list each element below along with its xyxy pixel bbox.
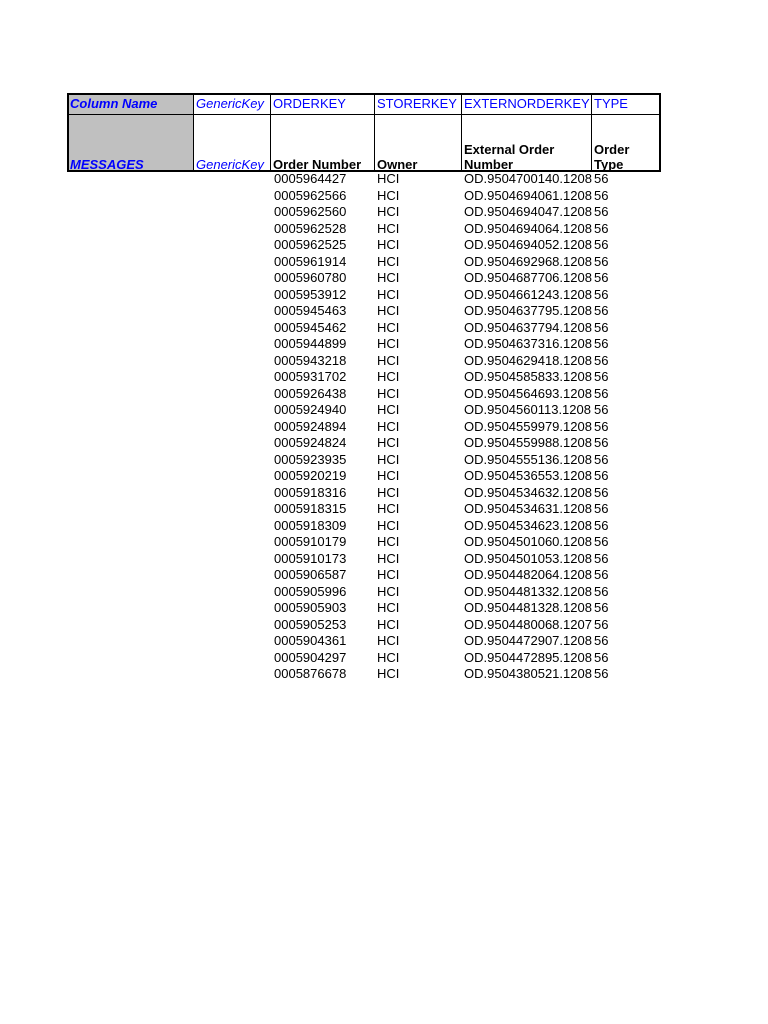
external-order-cell: OD.9504380521.1208: [464, 666, 592, 681]
owner-cell: HCI: [377, 319, 400, 335]
table-row: [67, 288, 661, 305]
owner-cell: HCI: [377, 402, 400, 417]
header-owner: [374, 115, 461, 172]
order-number-cell: 0005945463: [274, 303, 347, 318]
external-order-cell: OD.9504637795.1208: [464, 303, 592, 318]
table-row: [67, 238, 661, 255]
order-type-cell: 56: [594, 567, 609, 582]
order-type-cell: 56: [594, 418, 609, 434]
external-order-cell: OD.9504694064.1208: [464, 220, 592, 236]
owner-cell: HCI: [377, 286, 400, 302]
external-order-cell: OD.9504481328.1208: [464, 600, 592, 615]
external-order-cell: OD.9504629418.1208: [464, 352, 592, 368]
table-row: [67, 189, 661, 206]
external-order-cell: OD.9504700140.1208: [464, 171, 592, 186]
order-type-cell: 56: [594, 435, 609, 450]
order-type-cell: 56: [594, 501, 609, 516]
table-row: [67, 222, 661, 239]
table-row: [67, 585, 661, 602]
table-row: [67, 321, 661, 338]
table-row: [67, 354, 661, 371]
order-type-cell: 56: [594, 187, 609, 203]
order-number-cell: 0005961914: [274, 253, 347, 269]
order-type-cell: 56: [594, 451, 609, 467]
order-number-cell: 0005920219: [274, 468, 347, 483]
table-row: [67, 337, 661, 354]
external-order-cell: OD.9504694047.1208: [464, 204, 592, 219]
table-row: [67, 651, 661, 668]
owner-cell: HCI: [377, 270, 400, 285]
order-number-cell: 0005904297: [274, 649, 347, 665]
header-messages-label: MESSAGES: [70, 157, 144, 172]
owner-cell: HCI: [377, 501, 400, 516]
order-number-cell: 0005918315: [274, 501, 347, 516]
external-order-cell: OD.9504637316.1208: [464, 336, 592, 351]
order-number-cell: 0005944899: [274, 336, 347, 351]
header-external-order-number: [461, 115, 591, 172]
order-type-cell: 56: [594, 583, 609, 599]
owner-cell: HCI: [377, 253, 400, 269]
order-number-cell: 0005924940: [274, 402, 347, 417]
order-type-cell: 56: [594, 171, 609, 186]
owner-cell: HCI: [377, 418, 400, 434]
header-generic-key: GenericKey: [196, 96, 264, 111]
owner-cell: HCI: [377, 352, 400, 368]
table-row: [67, 469, 661, 486]
owner-cell: HCI: [377, 385, 400, 401]
table-row: [67, 420, 661, 437]
order-number-cell: 0005962525: [274, 237, 347, 252]
order-type-cell: 56: [594, 633, 609, 648]
table-row: [67, 552, 661, 569]
owner-cell: HCI: [377, 220, 400, 236]
order-number-cell: 0005964427: [274, 171, 347, 186]
order-number-cell: 0005905996: [274, 583, 347, 599]
table-row: [67, 667, 661, 684]
order-type-cell: 56: [594, 517, 609, 533]
header-storerkey: STORERKEY: [377, 96, 457, 111]
owner-cell: HCI: [377, 484, 400, 500]
owner-cell: HCI: [377, 435, 400, 450]
order-type-cell: 56: [594, 237, 609, 252]
order-type-cell: 56: [594, 468, 609, 483]
external-order-cell: OD.9504559988.1208: [464, 435, 592, 450]
table-row: [67, 403, 661, 420]
col-divider: [591, 93, 592, 172]
owner-cell: HCI: [377, 666, 400, 681]
header-orderkey: ORDERKEY: [273, 96, 346, 111]
owner-cell: HCI: [377, 616, 400, 632]
order-number-cell: 0005926438: [274, 385, 347, 401]
order-number-cell: 0005923935: [274, 451, 347, 467]
owner-cell: HCI: [377, 633, 400, 648]
header-generic-key-2: [193, 115, 270, 172]
external-order-cell: OD.9504564693.1208: [464, 385, 592, 401]
external-order-cell: OD.9504534631.1208: [464, 501, 592, 516]
table-row: [67, 205, 661, 222]
external-order-cell: OD.9504687706.1208: [464, 270, 592, 285]
order-number-cell: 0005924894: [274, 418, 347, 434]
external-order-cell: OD.9504534623.1208: [464, 517, 592, 533]
owner-cell: HCI: [377, 336, 400, 351]
external-order-cell: OD.9504534632.1208: [464, 484, 592, 500]
owner-cell: HCI: [377, 204, 400, 219]
external-order-cell: OD.9504585833.1208: [464, 369, 592, 384]
external-order-cell: OD.9504501060.1208: [464, 534, 592, 549]
order-type-cell: 56: [594, 484, 609, 500]
order-type-cell: 56: [594, 204, 609, 219]
owner-cell: HCI: [377, 237, 400, 252]
table-body: [67, 172, 661, 684]
order-number-cell: 0005906587: [274, 567, 347, 582]
owner-cell: HCI: [377, 567, 400, 582]
table-row: [67, 304, 661, 321]
header-generic-key-2-label: GenericKey: [196, 157, 264, 172]
external-order-cell: OD.9504472895.1208: [464, 649, 592, 665]
table-row: [67, 255, 661, 272]
order-type-cell: 56: [594, 385, 609, 401]
order-type-cell: 56: [594, 286, 609, 302]
header-owner-label: Owner: [377, 157, 418, 172]
header-order-type: [591, 115, 661, 172]
external-order-cell: OD.9504637794.1208: [464, 319, 592, 335]
table-row: [67, 486, 661, 503]
order-number-cell: 0005931702: [274, 369, 347, 384]
table-row: [67, 601, 661, 618]
external-order-cell: OD.9504472907.1208: [464, 633, 592, 648]
order-number-cell: 0005945462: [274, 319, 347, 335]
owner-cell: HCI: [377, 550, 400, 566]
external-order-cell: OD.9504501053.1208: [464, 550, 592, 566]
order-type-cell: 56: [594, 336, 609, 351]
order-type-cell: 56: [594, 649, 609, 665]
owner-cell: HCI: [377, 303, 400, 318]
table-row: [67, 568, 661, 585]
external-order-cell: OD.9504536553.1208: [464, 468, 592, 483]
order-type-cell: 56: [594, 352, 609, 368]
order-type-cell: 56: [594, 666, 609, 681]
header-external-order-number-label: External Order Number: [464, 142, 555, 172]
order-type-cell: 56: [594, 534, 609, 549]
order-type-cell: 56: [594, 616, 609, 632]
table-row: [67, 519, 661, 536]
owner-cell: HCI: [377, 583, 400, 599]
header-order-number-label: Order Number: [273, 157, 362, 172]
header-divider: [67, 114, 661, 115]
owner-cell: HCI: [377, 600, 400, 615]
external-order-cell: OD.9504661243.1208: [464, 286, 592, 302]
order-number-cell: 0005962528: [274, 220, 347, 236]
table-row: [67, 618, 661, 635]
col-divider: [461, 93, 462, 172]
table-header: [67, 93, 661, 172]
order-type-cell: 56: [594, 303, 609, 318]
external-order-cell: OD.9504560113.1208: [464, 402, 591, 417]
external-order-cell: OD.9504555136.1208: [464, 451, 592, 467]
table-row: [67, 502, 661, 519]
owner-cell: HCI: [377, 649, 400, 665]
order-number-cell: 0005953912: [274, 286, 347, 302]
table-row: [67, 436, 661, 453]
order-number-cell: 0005962560: [274, 204, 347, 219]
order-number-cell: 0005962566: [274, 187, 347, 203]
owner-cell: HCI: [377, 171, 400, 186]
table-row: [67, 370, 661, 387]
external-order-cell: OD.9504694061.1208: [464, 187, 592, 203]
table-row: [67, 535, 661, 552]
external-order-cell: OD.9504481332.1208: [464, 583, 592, 599]
order-number-cell: 0005905253: [274, 616, 347, 632]
spreadsheet-table: [67, 93, 661, 681]
external-order-cell: OD.9504559979.1208: [464, 418, 592, 434]
order-number-cell: 0005905903: [274, 600, 347, 615]
order-number-cell: 0005876678: [274, 666, 347, 681]
header-externorderkey: EXTERNORDERKEY: [464, 96, 590, 111]
table-row: [67, 172, 661, 189]
external-order-cell: OD.9504482064.1208: [464, 567, 592, 582]
header-order-type-label: Order Type: [594, 142, 630, 172]
external-order-cell: OD.9504480068.1207: [464, 616, 592, 632]
order-type-cell: 56: [594, 600, 609, 615]
order-number-cell: 0005910173: [274, 550, 347, 566]
order-number-cell: 0005918309: [274, 517, 347, 533]
order-type-cell: 56: [594, 369, 609, 384]
owner-cell: HCI: [377, 451, 400, 467]
order-number-cell: 0005943218: [274, 352, 347, 368]
header-messages: [67, 115, 193, 172]
owner-cell: HCI: [377, 534, 400, 549]
owner-cell: HCI: [377, 369, 400, 384]
table-row: [67, 634, 661, 651]
col-divider: [193, 93, 194, 172]
order-number-cell: 0005960780: [274, 270, 347, 285]
order-number-cell: 0005918316: [274, 484, 347, 500]
header-type: TYPE: [594, 96, 628, 111]
order-type-cell: 56: [594, 270, 609, 285]
external-order-cell: OD.9504692968.1208: [464, 253, 592, 269]
order-number-cell: 0005904361: [274, 633, 347, 648]
header-order-number: [270, 115, 374, 172]
table-row: [67, 271, 661, 288]
external-order-cell: OD.9504694052.1208: [464, 237, 592, 252]
owner-cell: HCI: [377, 468, 400, 483]
col-divider: [374, 93, 375, 172]
table-row: [67, 453, 661, 470]
owner-cell: HCI: [377, 517, 400, 533]
header-column-name: Column Name: [67, 93, 193, 115]
col-divider: [270, 93, 271, 172]
owner-cell: HCI: [377, 187, 400, 203]
order-number-cell: 0005910179: [274, 534, 347, 549]
order-type-cell: 56: [594, 550, 609, 566]
order-type-cell: 56: [594, 253, 609, 269]
order-type-cell: 56: [594, 220, 609, 236]
order-type-cell: 56: [594, 319, 609, 335]
order-type-cell: 56: [594, 402, 609, 417]
table-row: [67, 387, 661, 404]
order-number-cell: 0005924824: [274, 435, 347, 450]
